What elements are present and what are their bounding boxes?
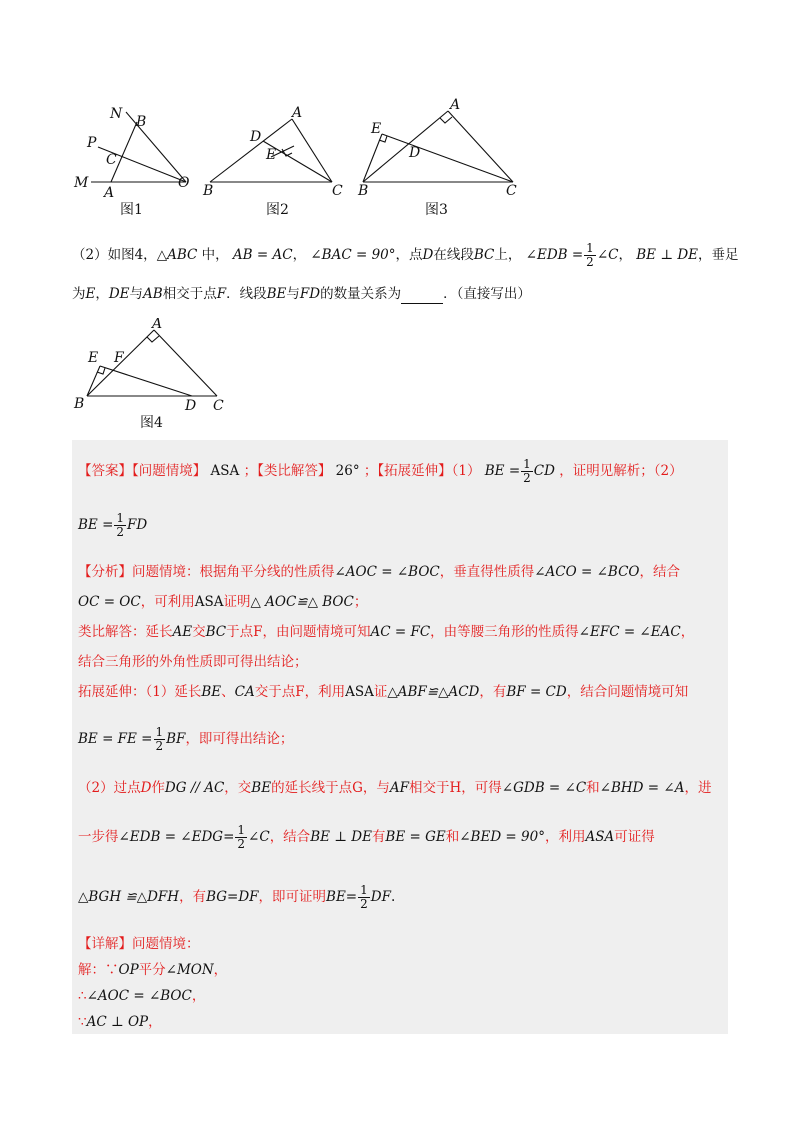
answer-text: 有 <box>371 829 386 845</box>
fig3-point-c: C <box>506 183 517 199</box>
answer-formula: AC = FC <box>370 624 431 640</box>
fig4-point-c: C <box>213 398 224 414</box>
answer-formula: FD <box>127 517 148 533</box>
fig4-line-ac <box>154 330 217 396</box>
fig4-point-d: D <box>185 398 197 414</box>
answer-text: ；【拓展延伸】（1） <box>363 463 481 479</box>
fig1-point-a: A <box>104 185 115 201</box>
fig3-line-be <box>363 134 382 182</box>
fig3-line-ac <box>448 111 513 182</box>
question-text: 上， <box>494 247 522 263</box>
answer-text: ，由等腰三角形的性质得 <box>430 624 579 640</box>
fraction-half <box>114 512 126 539</box>
figures-svg <box>60 96 540 230</box>
analysis-line-5 <box>78 680 688 700</box>
answer-formula: BE= <box>326 889 358 905</box>
fig1-point-m: M <box>74 175 89 191</box>
fig3-line-ec <box>382 134 513 182</box>
answer-text: 和 <box>586 780 600 796</box>
answer-formula: ∠AOC = ∠BOC <box>334 564 440 580</box>
answer-formula: ∠MON <box>165 962 214 978</box>
fig2-point-d: D <box>250 129 262 145</box>
fig3-right-angle-a <box>440 117 452 123</box>
question-segment: AB <box>143 286 163 302</box>
fig2-point-c: C <box>332 183 343 199</box>
answer-formula: ∠EDB = ∠EDG= <box>118 829 235 845</box>
fig3-point-a: A <box>450 97 461 113</box>
answer-formula: AE <box>172 624 193 640</box>
fig3-point-d: D <box>409 145 421 161</box>
fraction-num: 1 <box>116 511 125 525</box>
fraction-half <box>235 824 247 851</box>
answer-asa: ASA <box>210 463 240 479</box>
question-text: ，垂足 <box>698 247 739 263</box>
question-ab-ac: AB = AC <box>232 247 293 263</box>
answer-text: 一步得 <box>78 829 119 845</box>
answer-line-1 <box>78 458 683 485</box>
detail-line-3 <box>78 1010 162 1030</box>
fig2-point-b: B <box>203 183 214 199</box>
answer-formula: CD <box>533 463 555 479</box>
answer-formula: BF = CD <box>506 684 567 700</box>
answer-formula: ∠C <box>248 829 270 845</box>
answer-text: 相交于H，可得 <box>409 780 502 796</box>
fig2-right-angle <box>282 149 292 156</box>
answer-text: ， <box>213 962 228 978</box>
analysis-line-2 <box>78 590 367 610</box>
fraction-den: 2 <box>155 739 164 753</box>
answer-text: 可证得 <box>614 829 655 845</box>
question-be-perp-de: BE ⊥ DE <box>636 247 698 263</box>
analysis-line-1 <box>78 560 680 580</box>
answer-formula: BE = <box>484 463 521 479</box>
answer-text: 结合三角形的外角性质即可得出结论； <box>78 654 308 670</box>
figures-row <box>60 96 540 230</box>
answer-text: ，交 <box>224 780 252 796</box>
answer-text: 交 <box>192 624 206 640</box>
question-segment: BE <box>266 286 287 302</box>
answer-angle-value: 26° <box>335 463 360 479</box>
fig1-line-on <box>126 112 186 182</box>
answer-formula: DG // AC <box>164 780 225 796</box>
answer-formula: ∠BHD = ∠A <box>599 780 685 796</box>
question-text: ．线段 <box>226 286 267 302</box>
fig2-point-e: E <box>266 147 277 163</box>
answer-formula: BE = <box>78 517 114 533</box>
answer-text: ；【类比解答】 <box>243 463 332 479</box>
fraction-num: 1 <box>360 883 368 897</box>
detail-heading <box>78 932 200 952</box>
detail-line-1 <box>78 958 227 978</box>
analysis-line-8 <box>78 824 655 851</box>
answer-text: 拓展延伸：（1）延长 <box>78 684 202 700</box>
answer-text: ，垂直得性质得 <box>439 564 535 580</box>
fig4-point-e: E <box>88 350 99 366</box>
fig1-point-n: N <box>110 106 123 122</box>
question-point: F <box>216 286 227 302</box>
fraction-den: 2 <box>237 837 246 851</box>
answer-formula: △ AOC≌△ BOC <box>250 594 354 610</box>
fraction-den: 2 <box>586 255 594 269</box>
answer-formula: AF <box>389 780 409 796</box>
analysis-line-3 <box>78 620 694 640</box>
question-bac: ∠BAC = 90° <box>310 247 396 263</box>
question-line-1 <box>72 242 739 269</box>
question-angle-c: ∠C <box>596 247 619 263</box>
question-text: 与 <box>129 286 144 302</box>
answer-asa: ASA <box>585 829 615 845</box>
answer-text: 解：∵ <box>78 962 119 978</box>
answer-formula: BC <box>205 624 227 640</box>
fig4-point-b: B <box>74 396 85 412</box>
answer-text: 【分析】问题情境：根据角平分线的性质得 <box>78 564 335 580</box>
question-text: 的数量关系为 <box>320 286 402 302</box>
detail-line-2 <box>78 984 205 1004</box>
answer-text: . <box>390 889 396 905</box>
answer-asa: ASA <box>194 594 224 610</box>
answer-formula: BF <box>166 731 186 747</box>
answer-formula: △BGH ≌△DFH <box>78 889 180 905</box>
fraction-num: 1 <box>237 823 246 837</box>
fig4-point-a: A <box>152 318 163 332</box>
answer-text: ，即可证明 <box>258 889 327 905</box>
answer-formula: DF <box>370 889 391 905</box>
answer-text: 证明 <box>223 594 251 610</box>
fig3-caption: 图3 <box>425 202 448 218</box>
fig3-point-e: E <box>371 121 382 137</box>
answer-text: 【答案】【问题情境】 <box>78 463 207 479</box>
fig4-caption: 图4 <box>140 415 163 431</box>
answer-text: ， <box>680 624 695 640</box>
answer-text: ，利用 <box>544 829 586 845</box>
answer-text: 的延长线于点G，与 <box>271 780 390 796</box>
fig2-caption: 图2 <box>266 202 289 218</box>
answer-text: ，有 <box>179 889 207 905</box>
question-text: 与 <box>286 286 300 302</box>
answer-formula: ∠GDB = ∠C <box>501 780 587 796</box>
answer-text: 交于点F，利用 <box>254 684 346 700</box>
question-line-2 <box>72 284 531 304</box>
figure-3 <box>363 111 513 182</box>
answer-text: ； <box>353 594 368 610</box>
answer-block <box>72 440 728 1034</box>
answer-text: ∴ <box>78 988 87 1004</box>
question-text: ．（直接写出） <box>443 286 531 302</box>
answer-text: 作 <box>151 780 165 796</box>
answer-text: 平分 <box>138 962 166 978</box>
answer-text: ，可利用 <box>140 594 195 610</box>
fig1-point-b: B <box>136 114 147 130</box>
fig1-point-c: C <box>106 152 117 168</box>
answer-formula: BE = FE = <box>78 731 153 747</box>
question-text: 为 <box>72 286 86 302</box>
fig2-line-ac <box>292 119 332 182</box>
answer-formula: BE ⊥ DE <box>310 829 372 845</box>
fig1-caption: 图1 <box>120 202 143 218</box>
answer-text: ，结合 <box>639 564 680 580</box>
answer-formula: OC = OC <box>78 594 141 610</box>
fraction-den: 2 <box>523 471 531 485</box>
fig1-point-o: O <box>178 175 190 191</box>
answer-text: ， <box>191 988 206 1004</box>
answer-text: 和 <box>445 829 460 845</box>
answer-formula: △ABF≌△ACD <box>387 684 480 700</box>
fraction-num: 1 <box>586 241 594 255</box>
answer-text: ，进 <box>684 780 712 796</box>
fig2-point-a: A <box>292 105 303 121</box>
question-segment: DE <box>108 286 130 302</box>
answer-formula: CA <box>234 684 255 700</box>
question-text: 在线段 <box>433 247 474 263</box>
answer-text: 类比解答：延长 <box>78 624 173 640</box>
fig4-point-f: F <box>114 350 124 366</box>
answer-asa: ASA <box>345 684 374 700</box>
answer-point: D <box>140 780 152 796</box>
answer-formula: BE = GE <box>385 829 446 845</box>
figure-4 <box>70 318 250 434</box>
answer-text: ，结合问题情境可知 <box>566 684 689 700</box>
fig3-point-b: B <box>358 183 369 199</box>
answer-text: ， <box>148 1014 162 1030</box>
answer-text: ，有 <box>479 684 507 700</box>
answer-text: 证 <box>373 684 388 700</box>
analysis-line-7 <box>78 776 711 796</box>
answer-formula: BG=DF <box>206 889 259 905</box>
answer-formula: ∠EFC = ∠EAC <box>578 624 681 640</box>
answer-text: ，结合 <box>269 829 311 845</box>
question-intro: （2）如图4， <box>72 247 157 263</box>
fraction-half <box>584 242 596 269</box>
figure-4-svg <box>70 318 250 434</box>
question-triangle: △ABC <box>156 247 198 263</box>
answer-text: 【详解】问题情境： <box>78 936 200 952</box>
answer-formula: BE <box>251 780 272 796</box>
answer-formula: ∠ACO = ∠BCO <box>534 564 640 580</box>
fraction-half <box>521 458 533 485</box>
question-text: ， <box>292 247 307 263</box>
answer-text: 、 <box>221 684 235 700</box>
question-text: ， <box>95 286 109 302</box>
question-segment: BC <box>473 247 495 263</box>
question-point: E <box>85 286 96 302</box>
question-segment: FD <box>299 286 321 302</box>
fraction-num: 1 <box>523 457 531 471</box>
answer-text: ，证明见解析；（2） <box>559 463 683 479</box>
fig4-right-angle-a <box>147 336 159 342</box>
fraction-half <box>358 884 370 911</box>
answer-text: 于点F，由问题情境可知 <box>226 624 371 640</box>
question-point: D <box>422 247 434 263</box>
fig4-line-be <box>87 366 100 396</box>
analysis-line-4 <box>78 650 308 670</box>
fig4-line-ed <box>100 366 192 396</box>
answer-text: ，即可得出结论； <box>185 731 294 747</box>
fig1-point-p: P <box>87 135 97 151</box>
answer-formula: ∠BED = 90° <box>459 829 545 845</box>
answer-blank[interactable] <box>401 303 443 304</box>
analysis-line-9 <box>78 884 395 911</box>
question-text: ，点 <box>395 247 423 263</box>
fraction-half <box>154 726 166 753</box>
question-text: 中， <box>197 247 229 263</box>
fraction-den: 2 <box>360 897 368 911</box>
question-text: ， <box>618 247 632 263</box>
answer-line-2 <box>78 512 147 539</box>
answer-text: ∵ <box>78 1014 87 1030</box>
analysis-line-6 <box>78 726 293 753</box>
question-edb: ∠EDB = <box>525 247 584 263</box>
answer-formula: AC ⊥ OP <box>86 1014 149 1030</box>
answer-formula: ∠AOC = ∠BOC <box>86 988 192 1004</box>
answer-text: （2）过点 <box>78 780 141 796</box>
answer-formula: BE <box>201 684 222 700</box>
answer-formula: OP <box>118 962 139 978</box>
question-text: 相交于点 <box>162 286 217 302</box>
fraction-num: 1 <box>155 725 164 739</box>
fraction-den: 2 <box>116 525 125 539</box>
